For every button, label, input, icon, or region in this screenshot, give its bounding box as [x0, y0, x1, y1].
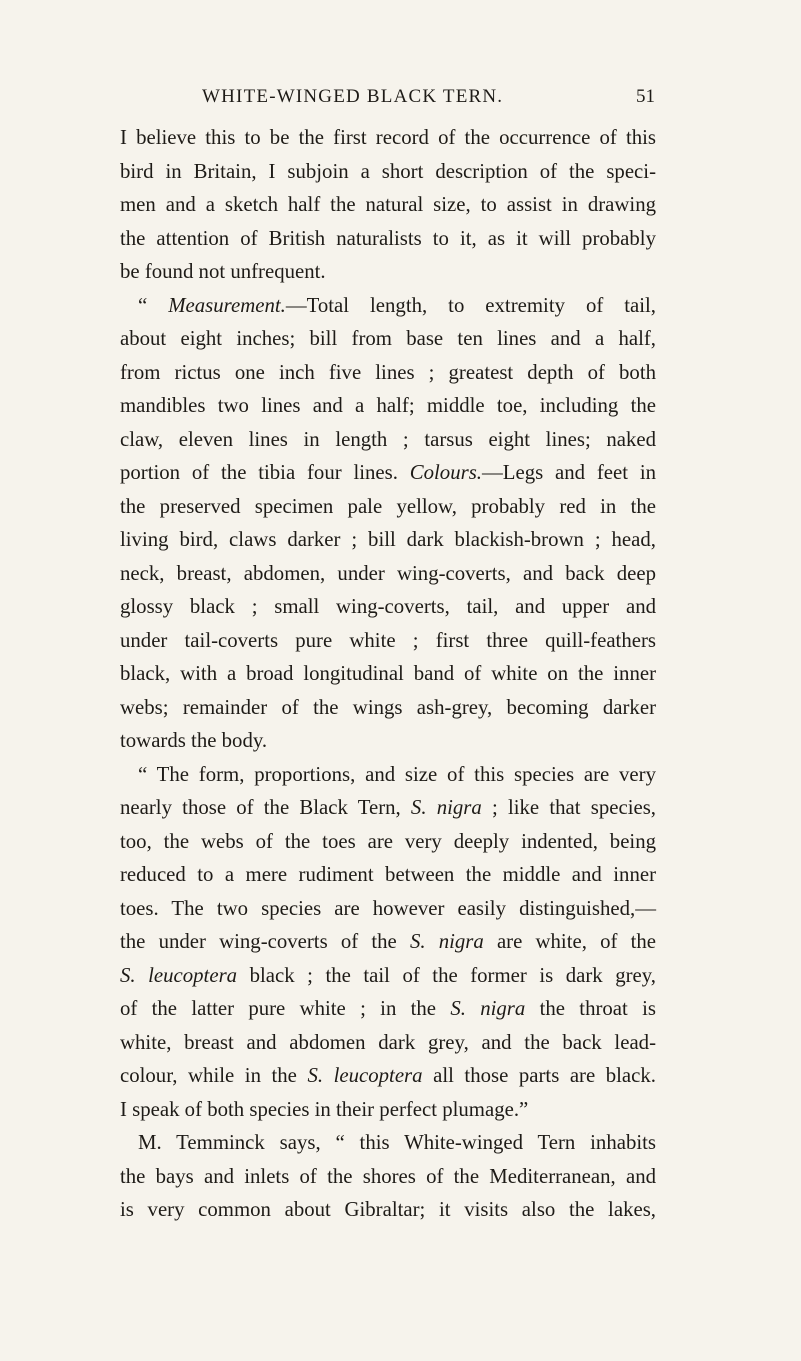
text-line: the attention of British naturalists to it, as it will probably [120, 226, 656, 250]
text-line: reduced to a mere rudiment between the middle and inner [120, 863, 656, 886]
text-line: black, with a broad longitudinal band of white on the inner [120, 662, 656, 685]
text-line: M. Temminck says, “ this White-winged Tern inhabits [138, 1131, 656, 1154]
text-segment: of the latter pure white ; in the [120, 997, 451, 1020]
text-line: too, the webs of the toes are very deeply indented, being [120, 829, 656, 853]
text-line: “ The form, proportions, and size of this species are very [138, 762, 656, 786]
text-segment: nearly those of the Black Tern, [120, 796, 411, 819]
text-line [120, 791, 656, 825]
text-line: neck, breast, abdomen, under wing-coverts, and back deep [120, 561, 656, 585]
text-line: men and a sketch half the natural size, to assist in drawing [120, 193, 656, 216]
text-line: I believe this to be the first record of the occurrence of this [120, 126, 656, 149]
italic-term: S. leucoptera [307, 1064, 423, 1087]
text-segment: “ [138, 293, 169, 317]
page-number: 51 [636, 86, 655, 107]
text-line: towards the body. [120, 729, 268, 752]
italic-term: S. nigra [450, 997, 526, 1020]
text-line: about eight inches; bill from base ten lines and a half, [120, 327, 656, 350]
text-line [120, 456, 656, 490]
text-line: be found not unfrequent. [120, 260, 326, 283]
text-segment: —Total length, to extremity of tail, [285, 293, 656, 317]
text-line [120, 959, 656, 993]
text-segment: the under wing-coverts of the [120, 930, 410, 953]
text-segment: all those parts are black. [422, 1064, 656, 1087]
text-line: white, breast and abdomen dark grey, and the back lead- [120, 1030, 656, 1054]
text-line: webs; remainder of the wings ash-grey, becoming darker [120, 695, 656, 719]
text-line: I speak of both species in their perfect plumage.” [120, 1097, 529, 1121]
text-segment: —Legs and feet in [481, 461, 656, 484]
italic-term: S. nigra [409, 930, 484, 953]
text-segment: ; like that species, [481, 796, 656, 819]
italic-term: S. nigra [410, 796, 482, 819]
text-line: claw, eleven lines in length ; tarsus eight lines; naked [120, 427, 656, 451]
text-segment: colour, while in the [120, 1064, 308, 1087]
text-line: under tail-coverts pure white ; first three quill-feathers [120, 628, 656, 652]
text-line [120, 289, 656, 323]
text-segment: black ; the tail of the former is dark grey, [237, 963, 657, 987]
text-line: glossy black ; small wing-coverts, tail, and upper and [120, 595, 656, 618]
text-segment: portion of the tibia four lines. [120, 461, 410, 484]
running-title: WHITE-WINGED BLACK TERN. [202, 86, 504, 107]
text-line: mandibles two lines and a half; middle toe, including the [120, 394, 656, 417]
text-segment: are white, of the [483, 930, 656, 953]
text-line: toes. The two species are however easily distinguished,— [120, 896, 656, 920]
italic-term: Measurement. [168, 293, 286, 317]
text-line [120, 925, 656, 959]
text-line: bird in Britain, I subjoin a short description of the speci- [120, 159, 656, 183]
text-line: is very common about Gibraltar; it visits also the lakes, [120, 1198, 656, 1221]
italic-term: Colours. [409, 461, 482, 484]
text-line: living bird, claws darker ; bill dark blackish-brown ; head, [120, 528, 656, 551]
text-line: from rictus one inch five lines ; greatest depth of both [120, 360, 656, 384]
text-line: the bays and inlets of the shores of the Mediterranean, and [120, 1164, 656, 1188]
running-header [120, 86, 655, 114]
body-text [120, 121, 656, 1227]
text-segment: the throat is [525, 997, 656, 1020]
text-line: the preserved specimen pale yellow, probably red in the [120, 494, 656, 518]
text-line [120, 1059, 656, 1093]
text-line [120, 992, 656, 1026]
italic-term: S. leucoptera [120, 963, 238, 987]
